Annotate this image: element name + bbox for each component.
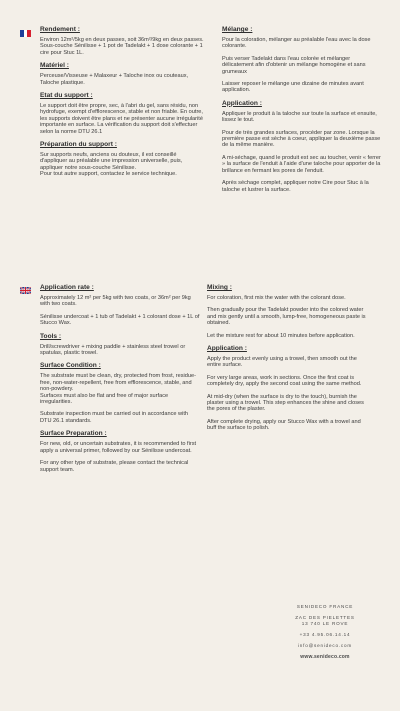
- section-heading: Préparation du support :: [40, 141, 117, 149]
- paragraph: Let the mixture rest for about 10 minutes before application.: [207, 332, 355, 339]
- paragraph: For any other type of substrate, please contact the technical support team.: [40, 460, 189, 473]
- section-heading: Rendement :: [40, 26, 80, 33]
- paragraph: Pour la coloration, mélanger au préalable l'eau avec la dose colorante.: [222, 37, 371, 50]
- france-flag-icon: [20, 30, 31, 37]
- address-line-2: 13 740 LE ROVE: [301, 621, 349, 626]
- section-heading: Etat du support :: [40, 92, 93, 100]
- paragraph: Drill/screwdriver + mixing paddle + stainless steel trowel or spatulas, plastic trowel.: [40, 343, 186, 357]
- phone-number: +33 4.95.06.14.14: [299, 632, 351, 637]
- paragraph: Approximately 12 m² per 5kg with two coats, or 36m² per 9kg with two coats.: [40, 295, 191, 308]
- section-heading: Mélange :: [222, 26, 253, 33]
- paragraph: The substrate must be clean, dry, protected from frost, residue-free, non-water-repellent, free from efflorescence, stable, and non-powdery. Surfaces must also be flat and free of major surface irregularities.: [40, 373, 196, 406]
- section-heading: Matériel :: [40, 62, 69, 70]
- en-right-column: [207, 284, 367, 438]
- section-heading: Application :: [222, 99, 262, 107]
- paragraph: Then gradually pour the Tadelakt powder into the colored water and mix gently until a smooth, lump-free, homogeneous paste is obtained.: [207, 307, 366, 327]
- email-address: info@senideco.com: [297, 643, 352, 648]
- paragraph: Substrate inspection must be carried out in accordance with DTU 26.1 standards.: [40, 411, 189, 424]
- paragraph: Sénilisse undercoat + 1 tub of Tadelakt + 1 colorant dose + 1L of Stucco Wax.: [40, 313, 200, 327]
- paragraph: Après séchage complet, appliquer notre Cire pour Stuc à la taloche et lustrer la surface.: [222, 180, 369, 193]
- paragraph: Appliquer le produit à la taloche sur toute la surface et ensuite, lissez le tout.: [222, 110, 377, 124]
- uk-flag-icon: [20, 287, 31, 294]
- paragraph: Sur supports neufs, anciens ou douteux, il est conseillé d'appliquer au préalable une impression universelle, puis, appliquer notre sous-couche Sénilisse. Pour tout autre support, contactez le service technique.: [40, 152, 183, 178]
- paragraph: For new, old, or uncertain substrates, it is recommended to first apply a universal primer, followed by our Sénilisse undercoat.: [40, 441, 197, 454]
- section-heading: Tools :: [40, 332, 62, 340]
- section-heading: Mixing :: [207, 284, 232, 291]
- paragraph: After complete drying, apply our Stucco Wax with a trowel and buff the surface to polish.: [207, 418, 361, 432]
- paragraph: Perceuse/Visseuse + Malaxeur + Taloche inox ou couteaux, Taloche plastique.: [40, 73, 189, 86]
- section-heading: Surface Preparation :: [40, 430, 107, 438]
- company-name: SENIDECO FRANCE: [296, 604, 354, 609]
- paragraph: At mid-dry (when the surface is dry to the touch), burnish the plaster using a trowel. This step enhances the shine and closes the pores of the plaster.: [207, 393, 364, 413]
- paragraph: Environ 12m²/5kg en deux passes, soit 36m²/9kg en deux passes. Sous-couche Sénilisse + 1 pot de Tadelakt + 1 dose colorante + 1 cire pour Stuc 1L.: [40, 37, 204, 56]
- section-heading: Application :: [207, 345, 247, 353]
- paragraph: For coloration, first mix the water with the colorant dose.: [207, 295, 346, 301]
- section-heading: Surface Condition :: [40, 362, 101, 370]
- contact-footer: [262, 604, 388, 660]
- paragraph: Apply the product evenly using a trowel, then smooth out the entire surface.: [207, 356, 357, 369]
- address-line-1: ZAC DES PIELETTES: [295, 615, 355, 620]
- paragraph: Puis verser Tadelakt dans l'eau colorée et mélanger délicatement afin d'obtenir un mélange homogène et sans grumeaux: [222, 55, 366, 75]
- section-heading: Application rate :: [40, 284, 94, 291]
- en-left-column: [40, 284, 200, 479]
- paragraph: A mi-séchage, quand le produit est sec au toucher, venir « ferrer » la surface de l'enduit à l'aide d'une taloche pour apporter de la brillance en fermant les pores de l'enduit.: [222, 154, 381, 174]
- website-link[interactable]: www.senideco.com: [300, 654, 350, 660]
- fr-right-column: [222, 26, 382, 199]
- paragraph: Pour de très grandes surfaces, procéder par zone. Lorsque la première passe est sèche à coeur, appliquer la deuxième passe de la même manière.: [222, 129, 381, 149]
- paragraph: Laisser reposer le mélange une dizaine de minutes avant application.: [222, 81, 364, 94]
- paragraph: For very large areas, work in sections. Once the first coat is completely dry, apply the second coat using the same method.: [207, 374, 362, 388]
- fr-left-column: [40, 26, 205, 184]
- paragraph: Le support doit être propre, sec, à l'abri du gel, sans résidu, non hydrofuge, exempt d'efflorescence, stable et non friable. En outre, les supports doivent être plans et ne présenter aucune irrégularité importante en surface. La vérification du support doit s'effectuer selon la norme DTU 26.1: [40, 103, 203, 135]
